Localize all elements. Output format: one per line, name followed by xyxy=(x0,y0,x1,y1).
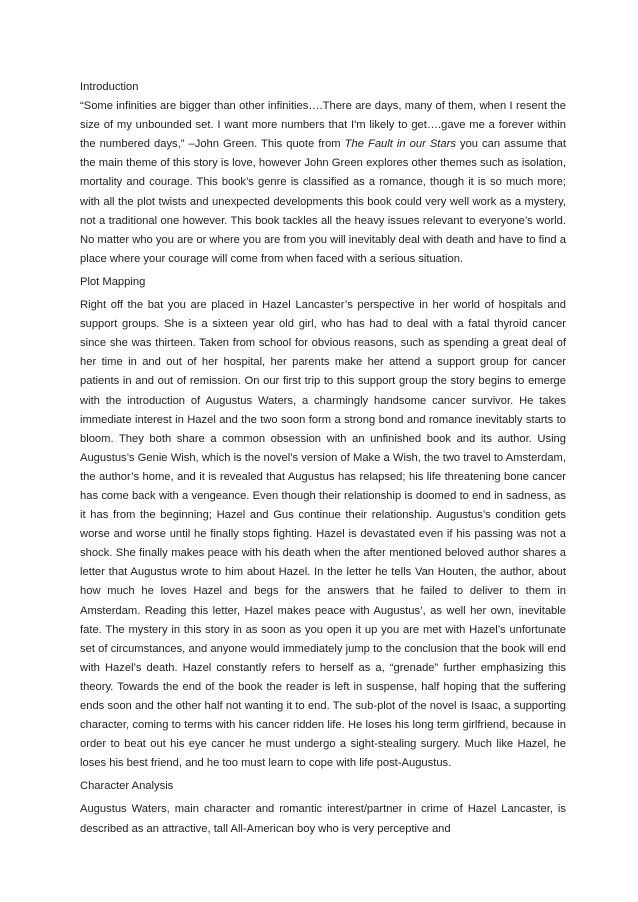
introduction-text-after-title: you can assume that the main theme of this story is love, however John Green explores other themes such as isolation, mortality and courage. This book’s genre is classified as a romance, though it is so much more; with all the plot twists and unexpected developments this book could very well work as a mystery, not a traditional one however. This book tackles all the heavy issues relevant to everyone’s world. No matter who you are or where you are from you will inevitably deal with death and have to find a place where your courage will come from when faced with a serious situation. xyxy=(80,138,567,265)
character-analysis-paragraph: Augustus Waters, main character and romantic interest/partner in crime of Hazel Lancaster, is described as an attractive, tall All-American boy who is very perceptive and xyxy=(80,803,566,835)
introduction-text-before-title: “Some infinities are bigger than other infinities….There are days, many of them, when I resent the size of my unbounded set. I want more numbers that I'm likely to get….gave me a forever within the numbered days,” –John Green. This quote from xyxy=(80,100,566,151)
section-heading-introduction: Introduction xyxy=(80,81,139,93)
book-title: The Fault in our Stars xyxy=(344,138,456,151)
document-page xyxy=(80,78,566,839)
section-heading-plot-mapping: Plot Mapping xyxy=(80,275,146,288)
plot-mapping-paragraph: Right off the bat you are placed in Hazel Lancaster’s perspective in her world of hospitals and support groups. She is a sixteen year old girl, who has had to deal with a fatal thyroid cancer since she was thirteen. Taken from school for obvious reasons, such as spending a great deal of her time in and out of her hospital, her parents make her attend a support group for cancer patients in and out of remission. On our first trip to this support group the story begins to emerge with the introduction of Augustus Waters, a charmingly handsome cancer survivor. He takes immediate interest in Hazel and the two soon form a strong bond and romance inevitably starts to bloom. They both share a common obsession with an unfinished book and its author. Using Augustus’s Genie Wish, which is the novel’s version of Make a Wish, the two travel to Amsterdam, the author’s home, and it is revealed that Augustus has relapsed; his life threatening bone cancer has come back with a vengeance. Even though their relationship is doomed to end in sadness, as it has from the beginning; Hazel and Gus continue their relationship. Augustus’s condition gets worse and worse until he finally stops fighting. Hazel is devastated even if his passing was not a shock. She finally makes peace with his death when the after mentioned beloved author shares a letter that Augustus wrote to him about Hazel. In the letter he tells Van Houten, the author, about how much he loves Hazel and begs for the answers that he failed to deliver to them in Amsterdam. Reading this letter, Hazel makes peace with Augustus’, as well her own, inevitable fate. The mystery in this story in as soon as you open it up you are met with Hazel’s unfortunate set of circumstances, and anyone would immediately jump to the conclusion that the book will end with Hazel’s death. Hazel constantly refers to herself as a, “grenade” further emphasizing this theory. Towards the end of the book the reader is left in suspense, half hoping that the suffering ends soon and the other half not wanting it to end. The sub-plot of the novel is Isaac, a supporting character, coming to terms with his cancer ridden life. He loses his long term girlfriend, because in order to beat out his eye cancer he must undergo a sight-stealing surgery. Much like Hazel, he loses his best friend, and he too must learn to cope with life post-Augustus. xyxy=(80,299,566,770)
section-heading-character-analysis: Character Analysis xyxy=(80,780,174,793)
introduction-paragraph xyxy=(80,97,566,269)
